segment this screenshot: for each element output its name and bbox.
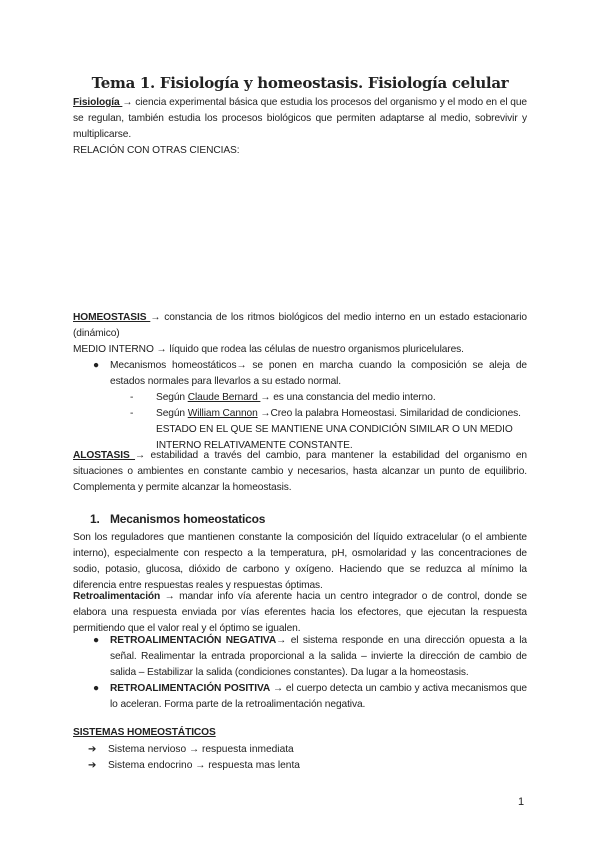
retroalimentacion-term: Retroalimentación: [73, 591, 161, 602]
retro-negativa-bullet: [93, 633, 527, 681]
sistemas-heading-text: SISTEMAS HOMEOSTÁTICOS: [73, 727, 216, 738]
page-title: Tema 1. Fisiología y homeostasis. Fisiología celular: [91, 74, 509, 92]
retro-positiva-term: RETROALIMENTACIÓN POSITIVA: [110, 683, 271, 694]
fisiologia-definition: → ciencia experimental básica que estudia los procesos del organismo y el modo en el que se regulan, también estudia los procesos biológicos que permiten adaptarse al medio, sobrevivir y multiplicarse.: [73, 97, 527, 140]
retro-negativa-term: RETROALIMENTACIÓN NEGATIVA: [110, 635, 277, 646]
claude-bernard-name: Claude Bernard: [187, 392, 261, 403]
retro-positiva-bullet: [93, 681, 527, 713]
mecanismos-text: Mecanismos homeostáticos→ se ponen en marcha cuando la composición se aleja de estados normales para llevarlos a su estado normal.: [110, 360, 527, 387]
retro-negativa-text: → el sistema responde en una dirección opuesta a la señal. Realimentar la entrada proporcional a la salida – invierte la dirección de cambio de salida – Estabilizar la salida (condiciones constantes). Da lugar a la homeostasis.: [110, 635, 527, 678]
subitem-text: →Creo la palabra Homeostasi. Similaridad de condiciones. ESTADO EN EL QUE SE MANTIENE UNA CONDICIÓN SIMILAR O UN MEDIO INTERNO RELATIVAMENTE CONSTANTE.: [156, 408, 521, 451]
section-number: 1.: [90, 512, 100, 526]
homeostasis-definition: → constancia de los ritmos biológicos del medio interno en un estado estacionario (dinámico): [73, 312, 527, 339]
subitem-bernard: [130, 390, 527, 406]
arrow-right-icon: ➔: [88, 744, 97, 755]
dash-icon: -: [130, 408, 134, 419]
sistema-nervioso-text: Sistema nervioso → respuesta inmediata: [108, 744, 294, 755]
section-title: Mecanismos homeostaticos: [110, 512, 266, 526]
subitem-prefix: Según: [156, 408, 188, 419]
mecanismos-bullet: [93, 358, 527, 390]
sistema-endocrino-text: Sistema endocrino → respuesta mas lenta: [108, 760, 300, 771]
william-cannon-name: William Cannon: [187, 408, 258, 419]
subitem-cannon: [130, 406, 527, 454]
section-heading: [90, 512, 265, 526]
alostasis-paragraph: [73, 448, 527, 496]
fisiologia-term: Fisiología: [73, 97, 123, 108]
alostasis-term: ALOSTASIS: [73, 450, 136, 461]
arrow-right-icon: ➔: [88, 760, 97, 771]
page-number: 1: [518, 796, 525, 808]
alostasis-definition: → estabilidad a través del cambio, para mantener la estabilidad del organismo en situaciones o ambientes en constante cambio y necesarios, hasta alcanzar un punto de equilibrio. Complementa y permite alcanzar la homeostasis.: [73, 450, 527, 493]
dash-icon: -: [130, 392, 134, 403]
retroalimentacion-definition: → mandar info vía aferente hacia un centro integrador o de control, donde se elabora una respuesta enviada por vías eferentes hacia los efectores, que ejecutan la respuesta permitiendo que el valor real y el óptimo se igualen.: [73, 591, 527, 634]
sistemas-heading: [73, 725, 527, 741]
bullet-dot-icon: ●: [93, 635, 100, 646]
bullet-dot-icon: ●: [93, 683, 100, 694]
relacion-label: RELACIÓN CON OTRAS CIENCIAS:: [73, 145, 240, 156]
fisiologia-paragraph: [73, 95, 527, 143]
medio-interno-paragraph: MEDIO INTERNO → líquido que rodea las células de nuestro organismos pluricelulares.: [73, 344, 464, 355]
homeostasis-paragraph: [73, 310, 527, 342]
homeostasis-term: HOMEOSTASIS: [73, 312, 151, 323]
sistema-endocrino-item: [88, 758, 527, 774]
reguladores-paragraph: Son los reguladores que mantienen constante la composición del líquido extracelular (o el ambiente interno), especialmente con respecto a la temperatura, pH, osmolaridad y las concentraciones de sodio, potasio, glucosa, dióxido de carbono y oxígeno. Haciendo que se reduzca al mínimo la diferencia entre respuestas reales y respuestas óptimas.: [73, 532, 527, 591]
retroalimentacion-paragraph: [73, 589, 527, 637]
retro-positiva-text: → el cuerpo detecta un cambio y activa mecanismos que lo aceleran. Forma parte de la retroalimentación negativa.: [110, 683, 527, 710]
subitem-text: → es una constancia del medio interno.: [260, 392, 436, 403]
subitem-prefix: Según: [156, 392, 188, 403]
sistema-nervioso-item: [88, 742, 527, 758]
bullet-dot-icon: ●: [93, 360, 100, 371]
